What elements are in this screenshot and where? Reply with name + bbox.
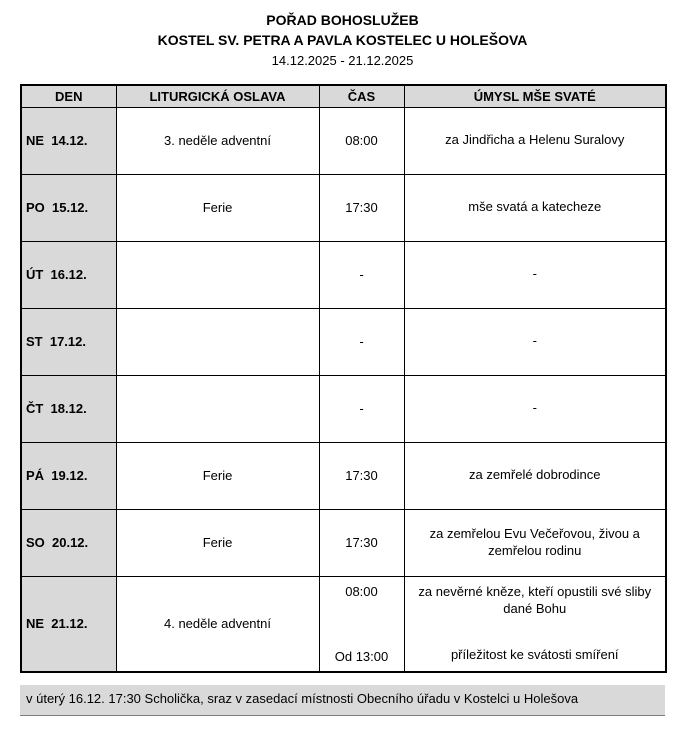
table-row	[21, 442, 666, 509]
liturgy-cell: 4. neděle adventní	[116, 576, 319, 672]
table-row	[21, 375, 666, 442]
intention-secondary: příležitost ke svátosti smíření	[450, 646, 619, 662]
table-header-row	[21, 85, 666, 107]
day-cell: ČT 18.12.	[21, 375, 116, 442]
intention-cell: mše svatá a katecheze	[404, 174, 666, 241]
time-cell: 17:30	[319, 509, 404, 576]
time-cell	[319, 576, 404, 672]
time-primary: 08:00	[345, 583, 378, 599]
liturgy-cell: Ferie	[116, 509, 319, 576]
day-cell: SO 20.12.	[21, 509, 116, 576]
intention-primary: za nevěrné kněze, kteří opustili své sliby dané Bohu	[418, 583, 652, 616]
liturgy-cell	[116, 241, 319, 308]
table-row	[21, 107, 666, 174]
intention-cell	[404, 576, 666, 672]
time-cell: 17:30	[319, 442, 404, 509]
liturgy-cell: Ferie	[116, 174, 319, 241]
liturgy-cell	[116, 375, 319, 442]
day-cell: NE 21.12.	[21, 576, 116, 672]
table-row	[21, 308, 666, 375]
liturgy-cell	[116, 308, 319, 375]
day-cell: ÚT 16.12.	[21, 241, 116, 308]
intention-cell: -	[404, 241, 666, 308]
column-header-liturgy: LITURGICKÁ OSLAVA	[116, 85, 319, 107]
document-title: POŘAD BOHOSLUŽEB	[266, 12, 419, 28]
time-cell: -	[319, 375, 404, 442]
time-cell: -	[319, 308, 404, 375]
date-range: 14.12.2025 - 21.12.2025	[271, 52, 414, 68]
schedule-table	[20, 84, 667, 673]
day-cell: NE 14.12.	[21, 107, 116, 174]
column-header-time: ČAS	[319, 85, 404, 107]
time-cell: 08:00	[319, 107, 404, 174]
church-name: KOSTEL SV. PETRA A PAVLA KOSTELEC U HOLEŠOVA	[157, 32, 528, 49]
table-row	[21, 576, 666, 672]
time-cell: -	[319, 241, 404, 308]
footer-note: v úterý 16.12. 17:30 Scholička, sraz v zasedací místnosti Obecního úřadu v Kostelci u Holešova	[20, 685, 665, 716]
time-cell: 17:30	[319, 174, 404, 241]
liturgy-cell: Ferie	[116, 442, 319, 509]
intention-cell: za zemřelou Evu Večeřovou, živou a zemřelou rodinu	[404, 509, 666, 576]
table-row	[21, 241, 666, 308]
table-row	[21, 174, 666, 241]
column-header-intention: ÚMYSL MŠE SVATÉ	[404, 85, 666, 107]
intention-cell: za zemřelé dobrodince	[404, 442, 666, 509]
day-cell: PO 15.12.	[21, 174, 116, 241]
liturgy-cell: 3. neděle adventní	[116, 107, 319, 174]
intention-cell: -	[404, 308, 666, 375]
document-header	[20, 10, 665, 70]
intention-cell: -	[404, 375, 666, 442]
table-row	[21, 509, 666, 576]
time-secondary: Od 13:00	[334, 648, 389, 664]
column-header-den: DEN	[21, 85, 116, 107]
intention-cell: za Jindřicha a Helenu Suralovy	[404, 107, 666, 174]
day-cell: ST 17.12.	[21, 308, 116, 375]
day-cell: PÁ 19.12.	[21, 442, 116, 509]
